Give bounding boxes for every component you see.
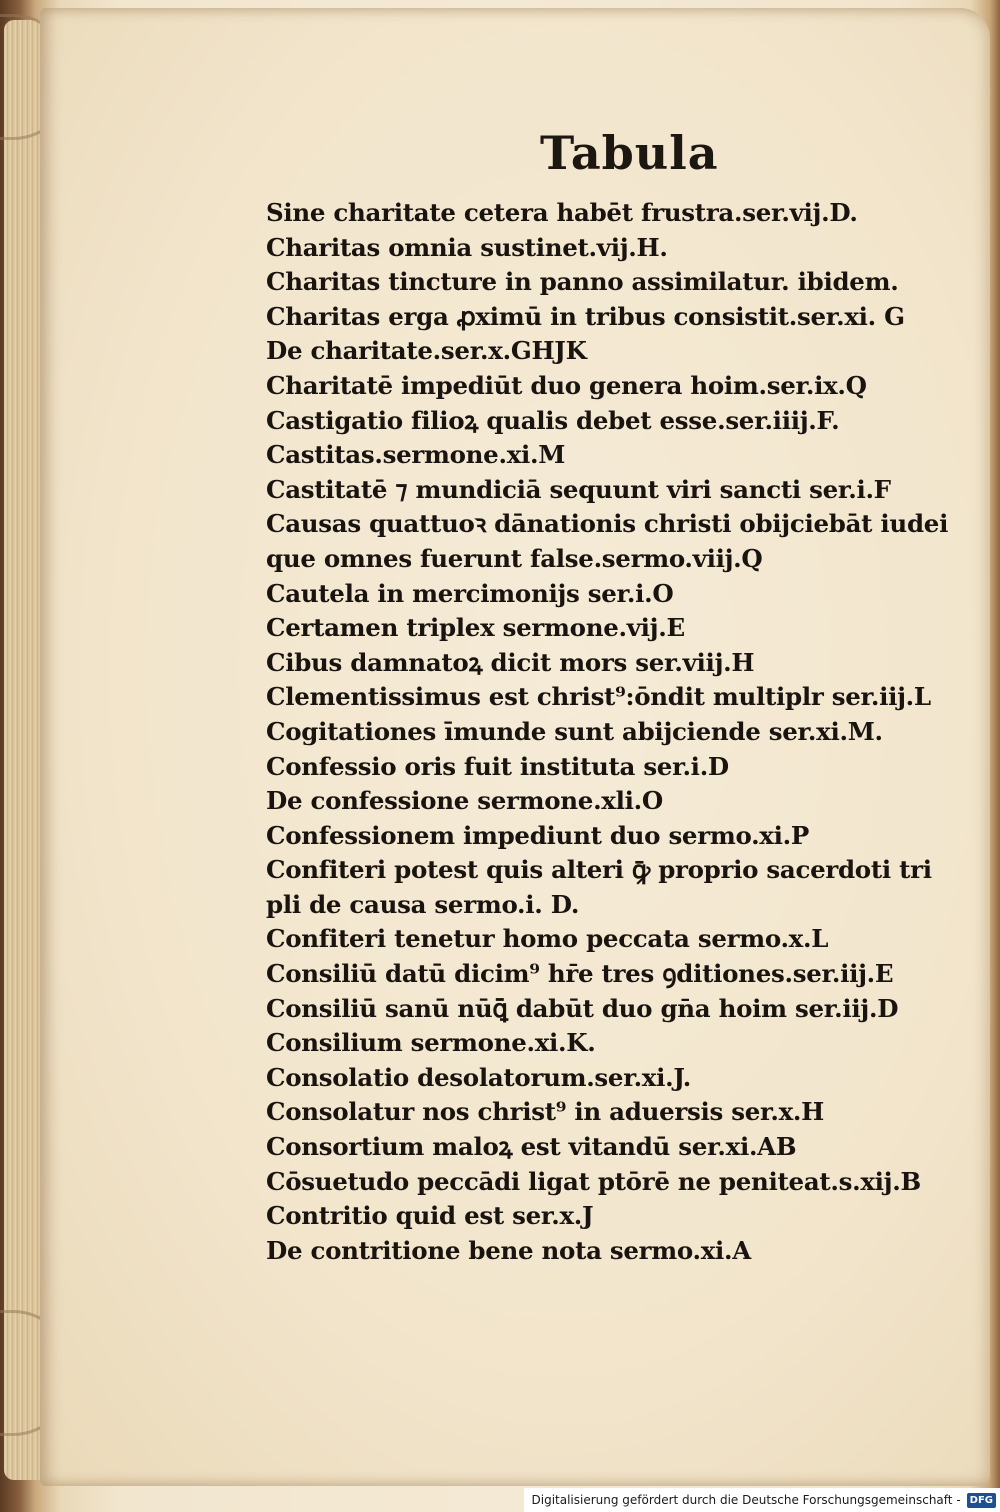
index-entry: Charitas tincture in panno assimilatur. ibidem. <box>266 267 899 297</box>
index-entry: Castitatē ⁊ mundiciā sequunt viri sancti ser.i.F <box>266 474 891 504</box>
index-entry-list <box>266 196 966 1268</box>
index-entry: Certamen triplex sermone.vij.E <box>266 613 685 643</box>
index-entry: Cogitationes īmunde sunt abijciende ser.xi.M. <box>266 716 883 746</box>
digitization-credit-bar <box>524 1488 1000 1512</box>
index-entry: Confiteri potest quis alteri ꝙ̄ proprio sacerdoti tri <box>266 855 932 885</box>
dfg-logo: DFG <box>967 1493 996 1508</box>
index-entry: Cibus damnatoꝝ dicit mors ser.viij.H <box>266 647 755 677</box>
index-entry: Consiliū datū dicim⁹ hr̄e tres ꝯditiones.ser.iij.E <box>266 959 894 989</box>
page-edge <box>4 20 40 1480</box>
index-entry: Charitas erga ꝓximū in tribus consistit.ser.xi. G <box>266 301 905 331</box>
index-entry: Contritio quid est ser.x.J <box>266 1201 594 1231</box>
index-entry: De charitate.ser.x.GHJK <box>266 336 587 366</box>
index-entry: Consilium sermone.xi.K. <box>266 1028 596 1058</box>
index-entry: Consortium maloꝝ est vitandū ser.xi.AB <box>266 1132 797 1162</box>
index-entry: De confessione sermone.xli.O <box>266 786 663 816</box>
page-heading: Tabula <box>540 126 719 180</box>
index-entry: Confiteri tenetur homo peccata sermo.x.L <box>266 924 829 954</box>
index-entry: Charitas omnia sustinet.vij.H. <box>266 232 668 262</box>
index-entry: Causas quattuoꝛ dānationis christi obijciebāt iudei <box>266 509 949 539</box>
index-entry: Cautela in mercimonijs ser.i.O <box>266 578 674 608</box>
index-entry: Confessionem impediunt duo sermo.xi.P <box>266 820 809 850</box>
index-entry: Castigatio filioꝝ qualis debet esse.ser.iiij.F. <box>266 405 840 435</box>
digitization-credit-text: Digitalisierung gefördert durch die Deutsche Forschungsgemeinschaft - <box>531 1493 961 1507</box>
index-entry: Castitas.sermone.xi.M <box>266 440 566 470</box>
index-entry-continuation: pli de causa sermo.i. D. <box>266 889 580 919</box>
index-entry-continuation: que omnes fuerunt false.sermo.viij.Q <box>266 543 763 573</box>
index-entry: Cōsuetudo peccādi ligat ptōrē ne peniteat.s.xij.B <box>266 1166 921 1196</box>
index-entry: Confessio oris fuit instituta ser.i.D <box>266 751 729 781</box>
index-entry: Clementissimus est christ⁹:ōndit multiplr ser.iij.L <box>266 682 931 712</box>
index-entry: De contritione bene nota sermo.xi.A <box>266 1235 751 1265</box>
index-entry: Consolatio desolatorum.ser.xi.J. <box>266 1062 691 1092</box>
index-entry: Consiliū sanū nūꝗ̄ dabūt duo gn̄a hoim ser.iij.D <box>266 993 899 1023</box>
index-entry: Charitatē impediūt duo genera hoim.ser.ix.Q <box>266 370 867 400</box>
index-entry: Sine charitate cetera habēt frustra.ser.vij.D. <box>266 198 858 227</box>
index-entry: Consolatur nos christ⁹ in aduersis ser.x.H <box>266 1097 824 1127</box>
